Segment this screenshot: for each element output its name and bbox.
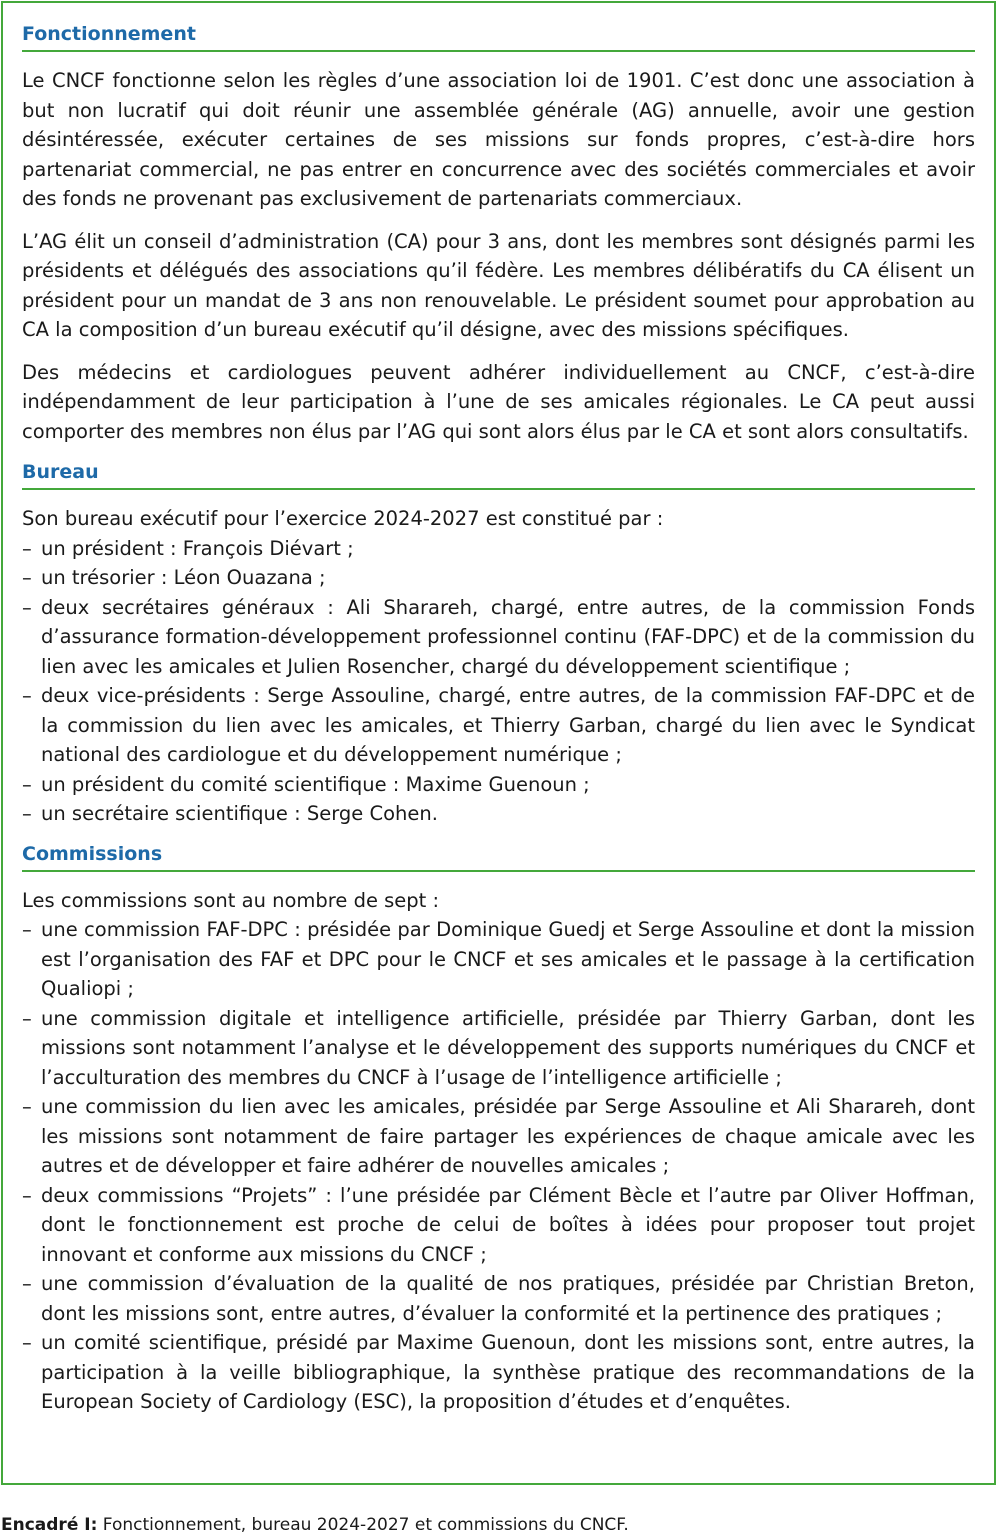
- list-item: – une commission digitale et intelligence artificielle, présidée par Thierry Garban, dont les missions sont notamment l’analyse et le développement des supports numériques du CNCF et l’acculturation des membres du CNCF à l’usage de l’intelligence artificielle ;: [22, 1006, 975, 1089]
- list-item: – un comité scientifique, présidé par Maxime Guenoun, dont les missions sont, entre autres, la participation à la veille bibliographique, la synthèse pratique des recommandations de la European Society of Cardiology (ESC), la proposition d’études et d’enquêtes.: [22, 1331, 975, 1413]
- section-title-fonctionnement: Fonctionnement: [22, 21, 975, 52]
- list-item-text: un comité scientifique, présidé par Maxime Guenoun, dont les missions sont, entre autres, la participation à la veille bibliographique, la synthèse pratique des recommandations de la European Society of Cardiology (ESC), la proposition d’études et d’enquêtes.: [41, 1331, 975, 1413]
- list-item-text: une commission digitale et intelligence artificielle, présidée par Thierry Garban, dont les missions sont notamment l’analyse et le développement des supports numériques du CNCF et l’acculturation des membres du CNCF à l’usage de l’intelligence artificielle ;: [41, 1006, 975, 1089]
- list-item: – un trésorier : Léon Ouazana ;: [22, 566, 326, 589]
- list-item-text: deux secrétaires généraux : Ali Sharareh, chargé, entre autres, de la commission Fonds d’assurance formation-développement professionnel continu (FAF-DPC) et de la commission du lien avec les amicales et Julien Rosencher, chargé du développement scientifique ;: [41, 595, 975, 678]
- list-item: – une commission d’évaluation de la qualité de nos pratiques, présidée par Christian Breton, dont les missions sont, entre autres, d’évaluer la conformité et la pertinence des pratiques ;: [22, 1272, 975, 1325]
- paragraph: Le CNCF fonctionne selon les règles d’une association loi de 1901. C’est donc une association à but non lucratif qui doit réunir une assemblée générale (AG) annuelle, avoir une gestion désintéressée, exécuter certaines de ses missions sur fonds propres, c’est-à-dire hors partenariat commercial, ne pas entrer en concurrence avec des sociétés commerciales et avoir des fonds ne provenant pas exclusivement de partenariats commerciaux.: [22, 69, 975, 210]
- section-title-commissions: Commissions: [22, 841, 975, 872]
- list-item: – deux secrétaires généraux : Ali Sharareh, chargé, entre autres, de la commission Fonds d’assurance formation-développement professionnel continu (FAF-DPC) et de la commission du lien avec les amicales et Julien Rosencher, chargé du développement scientifique ;: [22, 595, 975, 678]
- commissions-list: [22, 915, 975, 1417]
- list-item: – un président : François Diévart ;: [22, 536, 354, 560]
- list-item-text: un président du comité scientifique : Maxime Guenoun ;: [41, 772, 590, 796]
- list-item: – deux commissions “Projets” : l’une présidée par Clément Bècle et l’autre par Oliver Hoffman, dont le fonctionnement est proche de celui de boîtes à idées pour proposer tout projet innovant et conforme aux missions du CNCF ;: [22, 1183, 975, 1266]
- list-intro: Les commissions sont au nombre de sept :: [22, 888, 440, 912]
- list-item-text: un président : François Diévart ;: [41, 536, 354, 560]
- list-item-text: deux vice-présidents : Serge Assouline, chargé, entre autres, de la commission FAF-DPC et de la commission du lien avec les amicales, et Thierry Garban, chargé du lien avec le Syndicat national des cardiologue et du développement numérique ;: [41, 684, 975, 766]
- info-box: [1, 1, 996, 1485]
- caption-label: Encadré I:: [1, 1515, 98, 1535]
- list-item: – une commission FAF-DPC : présidée par Dominique Guedj et Serge Assouline et dont la mission est l’organisation des FAF et DPC pour le CNCF et ses amicales et le passage à la certification Qualiopi ;: [22, 918, 975, 1000]
- list-item-text: une commission FAF-DPC : présidée par Dominique Guedj et Serge Assouline et dont la mission est l’organisation des FAF et DPC pour le CNCF et ses amicales et le passage à la certification Qualiopi ;: [41, 918, 975, 1000]
- list-item-text: une commission d’évaluation de la qualité de nos pratiques, présidée par Christian Breton, dont les missions sont, entre autres, d’évaluer la conformité et la pertinence des pratiques ;: [41, 1272, 975, 1325]
- info-box-content: [22, 21, 975, 1429]
- section-title-bureau: Bureau: [22, 459, 975, 490]
- list-item-text: un secrétaire scientifique : Serge Cohen.: [41, 802, 438, 825]
- list-item-text: un trésorier : Léon Ouazana ;: [41, 566, 326, 589]
- list-item-text: deux commissions “Projets” : l’une présidée par Clément Bècle et l’autre par Oliver Hoffman, dont le fonctionnement est proche de celui de boîtes à idées pour proposer tout projet innovant et conforme aux missions du CNCF ;: [41, 1183, 975, 1266]
- list-item: – un secrétaire scientifique : Serge Cohen.: [22, 802, 438, 825]
- list-intro: Son bureau exécutif pour l’exercice 2024-2027 est constitué par :: [22, 507, 664, 530]
- caption-text: Fonctionnement, bureau 2024-2027 et commissions du CNCF.: [102, 1515, 629, 1535]
- paragraph: L’AG élit un conseil d’administration (CA) pour 3 ans, dont les membres sont désignés parmi les présidents et délégués des associations qu’il fédère. Les membres délibératifs du CA élisent un président pour un mandat de 3 ans non renouvelable. Le président soumet pour approbation au CA la composition d’un bureau exécutif qu’il désigne, avec des missions spécifiques.: [22, 229, 975, 341]
- list-item: – un président du comité scientifique : Maxime Guenoun ;: [22, 772, 590, 796]
- caption: [1, 1514, 629, 1536]
- list-item: – une commission du lien avec les amicales, présidée par Serge Assouline et Ali Sharareh, dont les missions sont notamment de faire partager les expériences de chaque amicale avec les autres et de développer et faire adhérer de nouvelles amicales ;: [22, 1095, 975, 1177]
- list-item: – deux vice-présidents : Serge Assouline, chargé, entre autres, de la commission FAF-DPC et de la commission du lien avec les amicales, et Thierry Garban, chargé du lien avec le Syndicat national des cardiologue et du développement numérique ;: [22, 684, 975, 766]
- paragraph: Des médecins et cardiologues peuvent adhérer individuellement au CNCF, c’est-à-dire indépendamment de leur participation à l’une de ses amicales régionales. Le CA peut aussi comporter des membres non élus par l’AG qui sont alors élus par le CA et sont alors consultatifs.: [22, 360, 975, 443]
- list-item-text: une commission du lien avec les amicales, présidée par Serge Assouline et Ali Sharareh, dont les missions sont notamment de faire partager les expériences de chaque amicale avec les autres et de développer et faire adhérer de nouvelles amicales ;: [41, 1095, 975, 1177]
- bureau-list: [22, 534, 975, 829]
